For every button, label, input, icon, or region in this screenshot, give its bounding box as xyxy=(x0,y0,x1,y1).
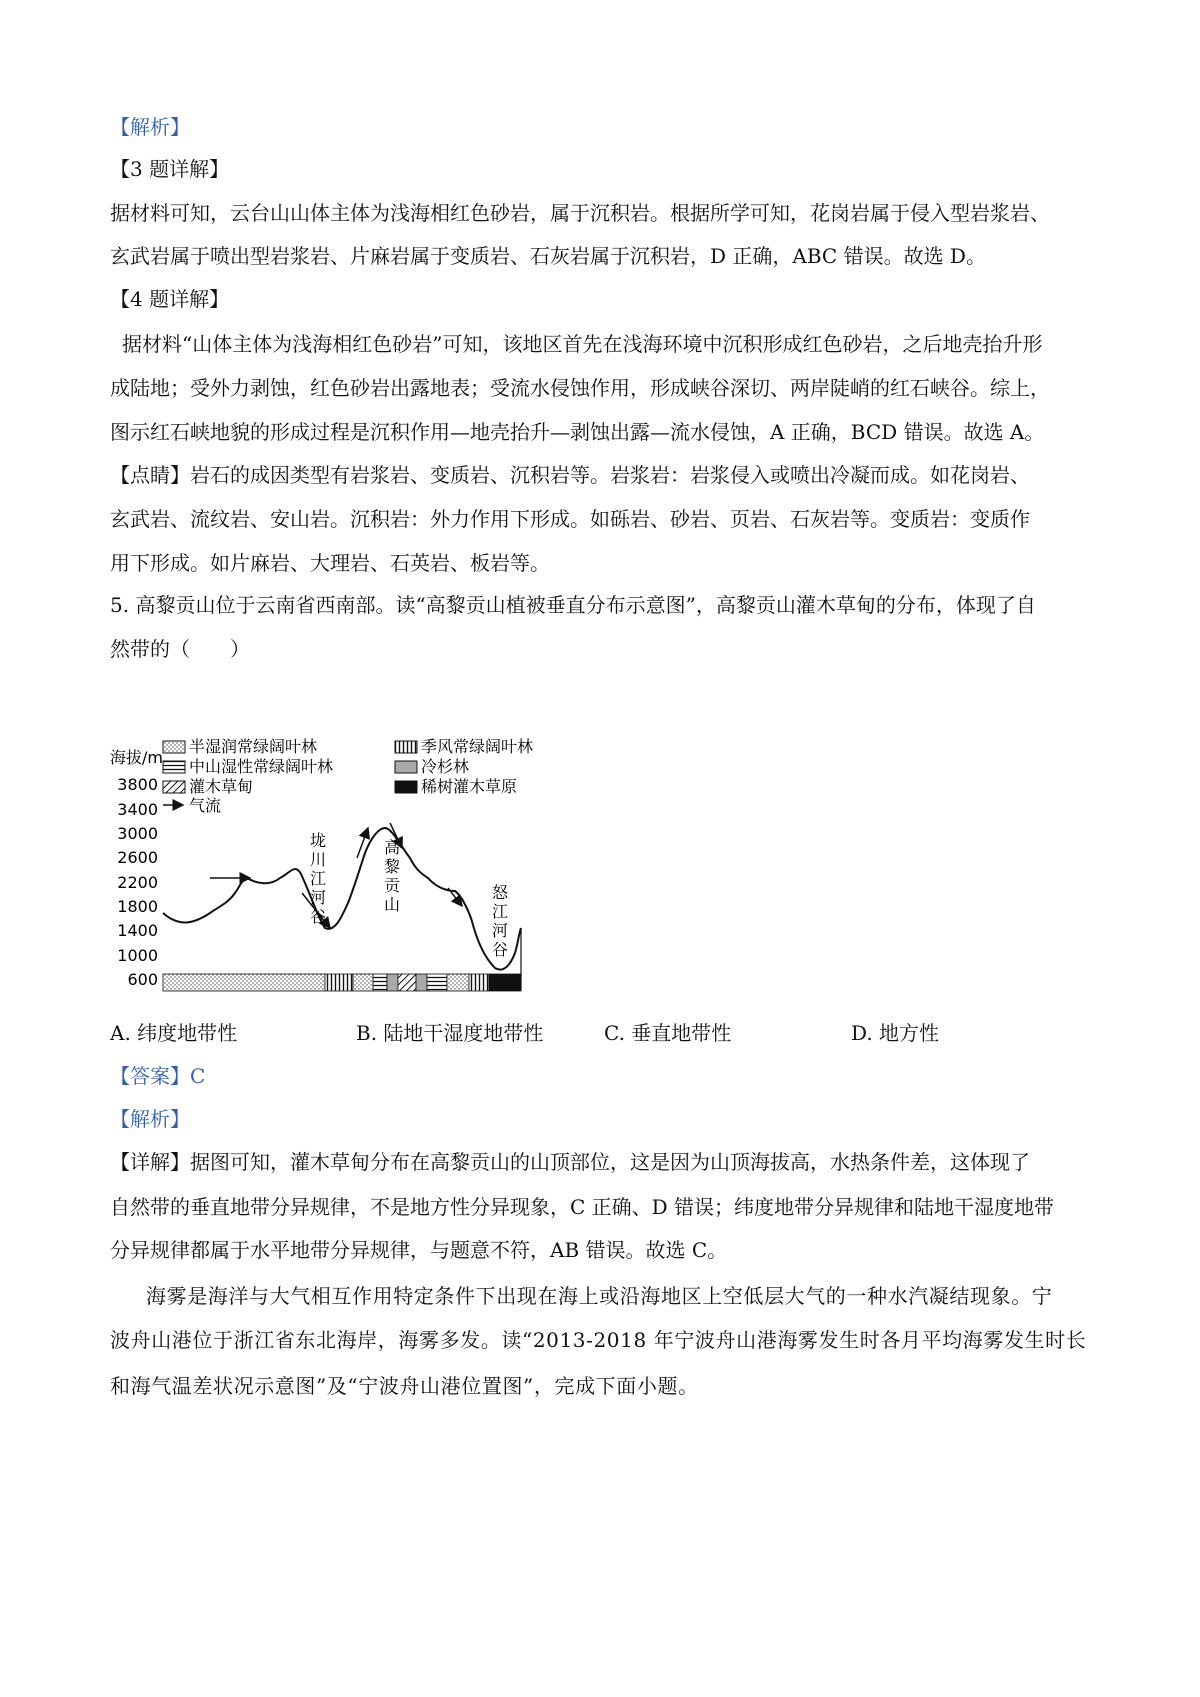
y-axis-label: 海拔/m xyxy=(110,748,163,767)
svg-text:怒: 怒 xyxy=(491,883,509,902)
dianjing-line: 用下形成。如片麻岩、大理岩、石英岩、板岩等。 xyxy=(110,551,550,575)
q3-detail-heading: 【3 题详解】 xyxy=(110,157,230,181)
band-semi-humid-evergreen xyxy=(163,974,325,991)
q4-explanation-line: 据材料“山体主体为浅海相红色砂岩”可知，该地区首先在浅海环境中沉积形成红色砂岩，之后地壳抬升形 xyxy=(122,332,1043,356)
q3-explanation-line: 玄武岩属于喷出型岩浆岩、片麻岩属于变质岩、石灰岩属于沉积岩，D 正确，ABC 错误。故选 D。 xyxy=(110,244,986,268)
svg-text:川: 川 xyxy=(309,850,327,869)
dianjing-line: 玄武岩、流纹岩、安山岩。沉积岩：外力作用下形成。如砾岩、砂岩、页岩、石灰岩等。变质岩：变质作 xyxy=(110,507,1030,531)
band-shrub-meadow xyxy=(398,974,416,991)
y-tick-label: 600 xyxy=(127,970,158,989)
legend-swatch-shrub-meadow xyxy=(163,781,185,793)
q5-detail-line: 【详解】据图可知，灌木草甸分布在高黎贡山的山顶部位，这是因为山顶海拔高，水热条件差，这体现了 xyxy=(110,1150,1030,1174)
legend-swatch-savanna xyxy=(395,781,417,793)
svg-text:谷: 谷 xyxy=(491,940,509,959)
band-montane-humid-evergreen xyxy=(427,974,447,991)
y-tick-label: 1000 xyxy=(117,946,158,965)
svg-text:江: 江 xyxy=(491,902,509,921)
legend-item xyxy=(395,737,533,756)
legend-swatch-montane-humid xyxy=(163,761,185,773)
q3-explanation-line: 据材料可知，云台山山体主体为浅海相红色砂岩，属于沉积岩。根据所学可知，花岗岩属于侵入型岩浆岩、 xyxy=(110,201,1050,225)
svg-text:河: 河 xyxy=(309,888,327,907)
answer-text: 【答案】C xyxy=(110,1064,206,1088)
choice-b[interactable]: B. 陆地干湿度地带性 xyxy=(356,1021,544,1045)
gaoligong-mountain-label xyxy=(384,838,401,914)
answer-choices xyxy=(110,1017,1100,1047)
nujiang-valley-label xyxy=(492,883,509,959)
legend-label: 灌木草甸 xyxy=(189,777,254,796)
answer-line xyxy=(110,1062,205,1090)
jiexi-heading: 【解析】 xyxy=(110,1107,190,1131)
y-tick-label: 1800 xyxy=(117,897,158,916)
intro-paragraph-line: 波舟山港位于浙江省东北海岸，海雾多发。读“2013-2018 年宁波舟山港海雾发生时各月平均海雾发生时长 xyxy=(110,1328,1087,1352)
y-tick-label: 3000 xyxy=(117,824,158,843)
svg-text:江: 江 xyxy=(309,869,327,888)
svg-text:谷: 谷 xyxy=(309,907,327,926)
legend-item xyxy=(163,796,221,815)
choice-c[interactable]: C. 垂直地带性 xyxy=(604,1021,732,1045)
q4-detail-heading: 【4 题详解】 xyxy=(110,287,230,311)
legend-label: 稀树灌木草原 xyxy=(421,777,518,796)
q5-detail-line: 分异规律都属于水平地带分异规律，与题意不符，AB 错误。故选 C。 xyxy=(110,1238,728,1262)
y-axis-ticks xyxy=(117,775,158,989)
legend-label: 半湿润常绿阔叶林 xyxy=(189,737,318,756)
choice-a[interactable]: A. 纬度地带性 xyxy=(110,1021,238,1045)
band-semi-humid-evergreen xyxy=(447,974,469,991)
legend-label: 冷杉林 xyxy=(421,757,470,776)
svg-text:山: 山 xyxy=(383,895,401,914)
jiexi-heading: 【解析】 xyxy=(110,115,190,139)
legend-swatch-fir xyxy=(395,761,417,773)
band-fir-forest xyxy=(416,974,427,991)
legend-item xyxy=(395,757,469,776)
band-monsoon-evergreen xyxy=(325,974,353,991)
longchuan-valley-label xyxy=(310,831,326,926)
legend-item xyxy=(395,777,517,796)
vegetation-band xyxy=(163,974,521,991)
q5-detail-line: 自然带的垂直地带分异规律，不是地方性分异现象，C 正确、D 错误；纬度地带分异规律和陆地干湿度地带 xyxy=(110,1195,1055,1219)
band-fir-forest xyxy=(387,974,398,991)
band-savanna xyxy=(489,974,521,991)
legend-label: 季风常绿阔叶林 xyxy=(421,737,534,756)
q4-explanation-line: 图示红石峡地貌的形成过程是沉积作用—地壳抬升—剥蚀出露—流水侵蚀，A 正确，BCD 错误。故选 A。 xyxy=(110,420,1045,444)
legend-swatch-semi-humid xyxy=(163,741,185,753)
band-semi-humid-evergreen xyxy=(353,974,373,991)
svg-text:垅: 垅 xyxy=(309,831,327,850)
choice-d[interactable]: D. 地方性 xyxy=(851,1021,940,1045)
figure-legend xyxy=(163,737,533,815)
question-stem: 然带的（ ） xyxy=(110,637,250,661)
vegetation-vertical-distribution-figure xyxy=(110,728,570,1013)
legend-item xyxy=(163,757,333,776)
legend-label: 中山湿性常绿阔叶林 xyxy=(189,757,334,776)
q4-explanation-line: 成陆地；受外力剥蚀，红色砂岩出露地表；受流水侵蚀作用，形成峡谷深切、两岸陡峭的红石峡谷。综上， xyxy=(110,376,1050,400)
legend-swatch-monsoon xyxy=(395,741,417,753)
legend-item xyxy=(163,777,253,796)
y-tick-label: 2600 xyxy=(117,848,158,867)
dianjing-line: 【点睛】岩石的成因类型有岩浆岩、变质岩、沉积岩等。岩浆岩：岩浆侵入或喷出冷凝而成。如花岗岩、 xyxy=(110,463,1030,487)
y-tick-label: 2200 xyxy=(117,873,158,892)
airflow-label: 气流 xyxy=(189,796,222,815)
terrain-profile-line xyxy=(163,828,521,970)
intro-paragraph-line: 海雾是海洋与大气相互作用特定条件下出现在海上或沿海地区上空低层大气的一种水汽凝结现象。宁 xyxy=(146,1284,1053,1308)
svg-text:高: 高 xyxy=(383,838,401,857)
band-monsoon-evergreen xyxy=(469,974,489,991)
airflow-arrow-icon xyxy=(357,828,368,858)
svg-text:黎: 黎 xyxy=(383,857,401,876)
legend-item xyxy=(163,737,317,756)
question-stem: 5. 高黎贡山位于云南省西南部。读“高黎贡山植被垂直分布示意图”，高黎贡山灌木草甸的分布，体现了自 xyxy=(110,593,1036,617)
band-montane-humid-evergreen xyxy=(373,974,387,991)
intro-paragraph-line: 和海气温差状况示意图”及“宁波舟山港位置图”，完成下面小题。 xyxy=(110,1374,699,1398)
y-tick-label: 3800 xyxy=(117,775,158,794)
y-tick-label: 1400 xyxy=(117,921,158,940)
y-tick-label: 3400 xyxy=(117,800,158,819)
svg-text:河: 河 xyxy=(491,921,509,940)
svg-text:贡: 贡 xyxy=(383,876,401,895)
